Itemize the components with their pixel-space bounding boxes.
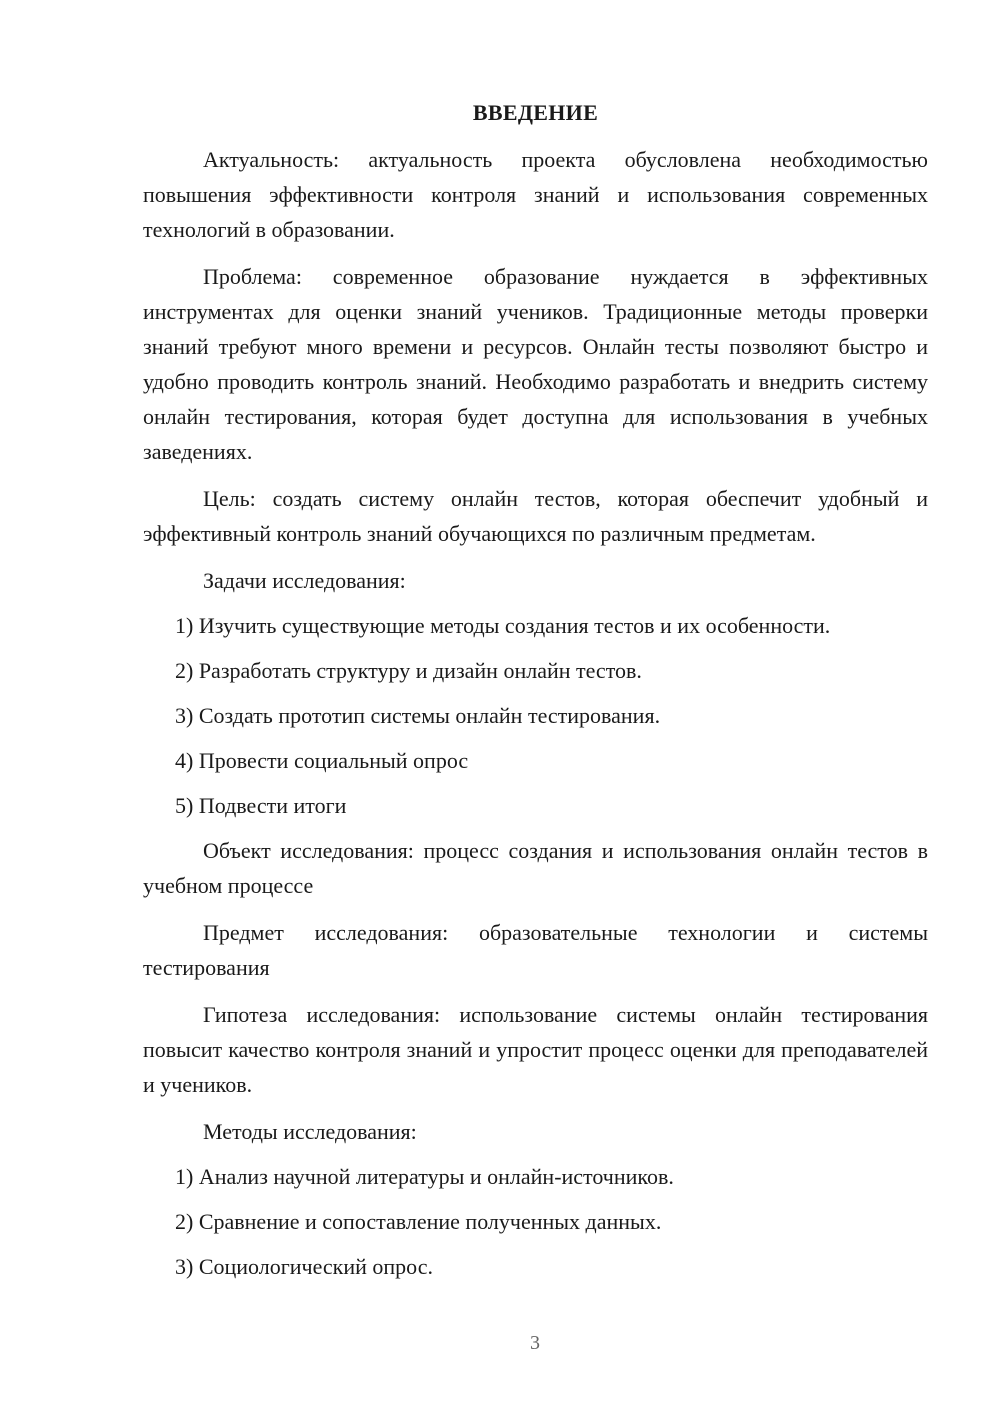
tasks-title: Задачи исследования:	[203, 568, 406, 593]
list-item: 1) Изучить существующие методы создания тестов и их особенности.	[175, 613, 831, 638]
methods-title: Методы исследования:	[203, 1119, 417, 1144]
hypothesis-paragraph: Гипотеза исследования: использование системы онлайн тестирования повысит качество контроля знаний и упростит процесс оценки для преподавателей и учеников.	[143, 1002, 928, 1097]
subject-paragraph: Предмет исследования: образовательные технологии и системы тестирования	[143, 920, 928, 980]
list-item: 2) Разработать структуру и дизайн онлайн тестов.	[175, 658, 642, 683]
list-item: 4) Провести социальный опрос	[175, 748, 469, 773]
list-item: 3) Социологический опрос.	[175, 1254, 433, 1279]
section-heading: ВВЕДЕНИЕ	[472, 100, 599, 125]
page-content	[143, 95, 928, 1294]
list-item: 3) Создать прототип системы онлайн тестирования.	[175, 703, 661, 728]
list-item: 2) Сравнение и сопоставление полученных данных.	[175, 1209, 662, 1234]
page-number: 3	[530, 1332, 540, 1354]
tasks-list	[143, 608, 928, 823]
methods-list	[143, 1159, 928, 1284]
list-item: 1) Анализ научной литературы и онлайн-источников.	[175, 1164, 674, 1189]
list-item: 5) Подвести итоги	[175, 793, 347, 818]
problem-paragraph: Проблема: современное образование нуждается в эффективных инструментах для оценки знаний учеников. Традиционные методы проверки знаний требуют много времени и ресурсов. Онлайн тесты позволяют быстро и удобно проводить контроль знаний. Необходимо разработать и внедрить систему онлайн тестирования, которая будет доступна для использования в учебных заведениях.	[143, 264, 928, 464]
relevance-paragraph: Актуальность: актуальность проекта обусловлена необходимостью повышения эффективности контроля знаний и использования современных технологий в образовании.	[143, 147, 928, 242]
goal-paragraph: Цель: создать систему онлайн тестов, которая обеспечит удобный и эффективный контроль знаний обучающихся по различным предметам.	[143, 486, 928, 546]
object-paragraph: Объект исследования: процесс создания и использования онлайн тестов в учебном процессе	[143, 838, 928, 898]
